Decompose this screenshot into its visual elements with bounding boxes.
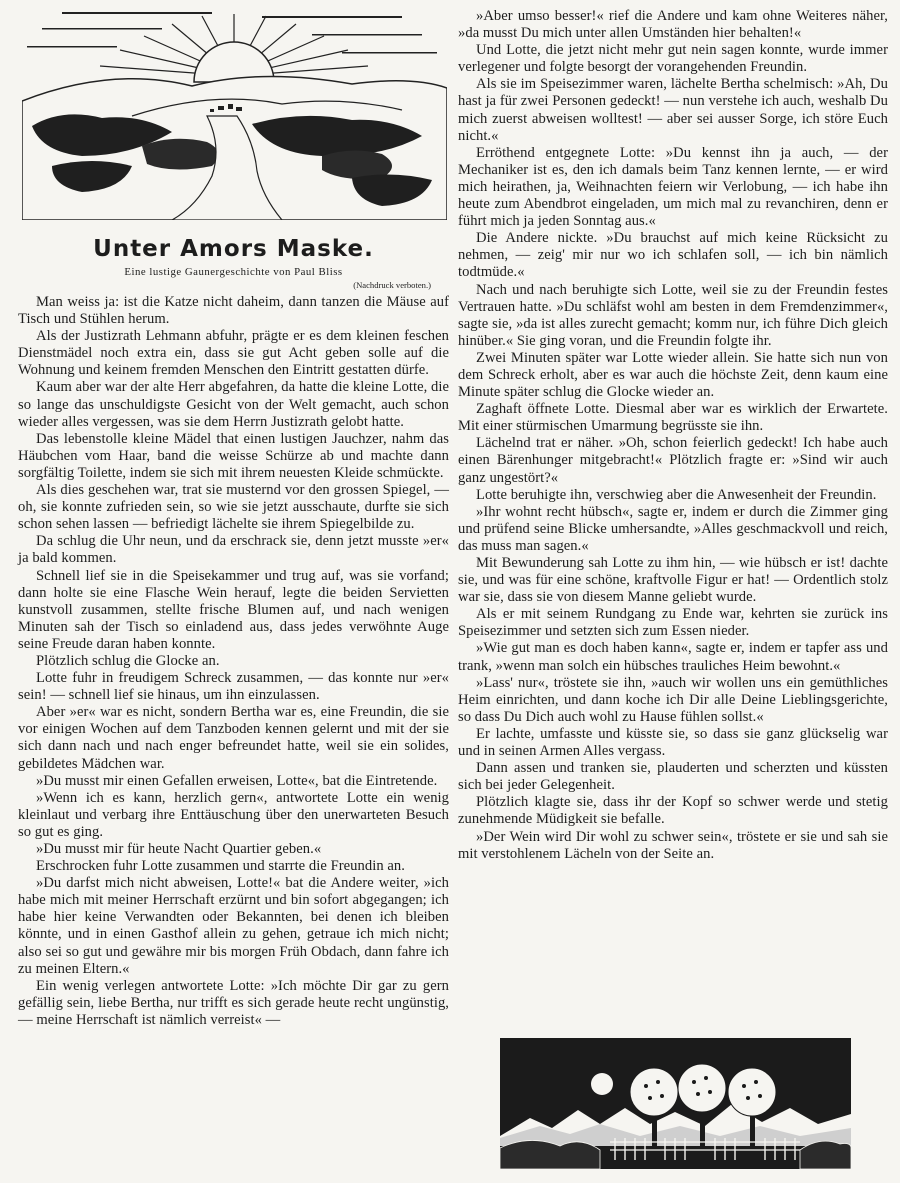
paragraph: Das lebenstolle kleine Mädel that einen lustigen Jauchzer, nahm das Häubchen vom Haar, band die weisse Schürze ab und machte dann sorgfältig Toilette, indem sie sich mit ihrem neuesten Kleide schmückte.	[18, 430, 449, 481]
paragraph: »Der Wein wird Dir wohl zu schwer sein«, tröstete er sie und sah sie mit verstohlenem Lächeln von der Seite an.	[458, 828, 888, 862]
paragraph: Die Andere nickte. »Du brauchst auf mich keine Rücksicht zu nehmen, — zeig' mir nur wo ich schlafen soll, — ich bin nämlich todtmüde.«	[458, 230, 888, 281]
paragraph: Als er mit seinem Rundgang zu Ende war, kehrten sie zurück ins Speisezimmer und setzten sich zum Essen nieder.	[458, 606, 888, 640]
paragraph: Als sie im Speisezimmer waren, lächelte Bertha schelmisch: »Ah, Du hast ja für zwei Personen gedeckt! — nun verstehe ich auch, weshalb Du mich zuerst abweisen wolltest! — aber sei ausser Sorge, ich störe Euch nicht.«	[458, 76, 888, 144]
paragraph: Plötzlich klagte sie, dass ihr der Kopf so schwer werde und stetig zunehmende Müdigkeit sie befalle.	[458, 794, 888, 828]
paragraph: Kaum aber war der alte Herr abgefahren, da hatte die kleine Lotte, die so lange das unschuldigste Gesicht von der Welt gemacht, auch schon wieder alles vergessen, was sie dem Herrn Justizrath gelobt hatte.	[18, 379, 449, 430]
paragraph: Als der Justizrath Lehmann abfuhr, prägte er es dem kleinen feschen Dienstmädel noch extra ein, dass sie gut Acht geben solle auf die Wohnung und keinem fremden Menschen den Eintritt gestatten dürfe.	[18, 328, 449, 379]
paragraph: Erschrocken fuhr Lotte zusammen und starrte die Freundin an.	[36, 858, 405, 875]
paragraph: Plötzlich schlug die Glocke an.	[36, 652, 220, 669]
reprint-note: (Nachdruck verboten.)	[353, 280, 431, 290]
paragraph: Nach und nach beruhigte sich Lotte, weil sie zu der Freundin festes Vertrauen hatte. »Du schläfst wohl am besten in dem Fremdenzimmer«, sagte sie, »da ist alles zurecht gemacht; komm nur, ich führe Dich gleich hinüber.« Sie ging voran, und die Freundin folgte ihr.	[458, 281, 888, 349]
paragraph: Erröthend entgegnete Lotte: »Du kennst ihn ja auch, — der Mechaniker ist es, den ich damals beim Tanz kennen lernte, — er wird mich heirathen, ja, Weihnachten feiern wir Verlobung, — ich habe ihn heute zum Abendbrot eingeladen, um mich mal zu revanchiren, denn er führt mich ja jeden Sonntag aus.«	[458, 144, 888, 230]
paragraph: Schnell lief sie in die Speisekammer und trug auf, was sie vorfand; dann holte sie eine Flasche Wein herauf, legte die beiden Servietten kunstvoll zusammen, stellte frische Blumen auf, und nach wenigen Minuten sah der Tisch so einladend aus, dass jedes verwöhnte Auge seine Freude daran haben konnte.	[18, 567, 449, 652]
paragraph: Als dies geschehen war, trat sie musternd vor den grossen Spiegel, — oh, sie konnte zufrieden sein, so wie sie jetzt ausschaute, durfte sie sich schon sehen lassen — befriedigt lächelte sie ihrem Spiegelbilde zu.	[18, 482, 449, 533]
paragraph: »Ihr wohnt recht hübsch«, sagte er, indem er durch die Zimmer ging und prüfend seine Blicke umhersandte, »Alles geschmackvoll und reich, das muss man sagen.«	[458, 503, 888, 554]
paragraph: Mit Bewunderung sah Lotte zu ihm hin, — wie hübsch er ist! dachte sie, und was für eine schöne, kraftvolle Figur er hat! — Ordentlich stolz war sie, dass sie von diesem Manne geliebt wurde.	[458, 555, 888, 606]
article-title: Unter Amors Maske.	[93, 236, 374, 262]
paragraph: »Du musst mir für heute Nacht Quartier geben.«	[36, 841, 322, 857]
landscape-sunrise-illustration	[22, 6, 447, 220]
paragraph: Man weiss ja: ist die Katze nicht daheim, dann tanzen die Mäuse auf Tisch und Stühlen herum.	[18, 294, 449, 328]
paragraph: »Wie gut man es doch haben kann«, sagte er, indem er tapfer ass und trank, »wenn man solch ein hübsches trauliches Heim bewohnt.«	[458, 640, 888, 674]
paragraph: »Lass' nur«, tröstete sie ihn, »auch wir wollen uns ein gemüthliches Heim einrichten, und dann koche ich Dir alle Deine Lieblingsgerichte, so dass Du Dich auch wohl zu Hause fühlen sollst.«	[458, 674, 888, 725]
paragraph: Aber »er« war es nicht, sondern Bertha war es, eine Freundin, die sie vor einigen Wochen auf dem Tanzboden kennen gelernt und mit der sie sich dann nach und nach enger befreundet hatte, weil sie ein solides, gebildetes Mädchen war.	[18, 704, 449, 772]
paragraph: Zaghaft öffnete Lotte. Diesmal aber war es wirklich der Erwartete. Mit einer stürmischen Umarmung begrüsste sie ihn.	[458, 401, 888, 435]
paragraph: Dann assen und tranken sie, plauderten und scherzten und küssten sich bei jeder Gelegenheit.	[458, 760, 888, 794]
paragraph: Er lachte, umfasste und küsste sie, so dass sie ganz glückselig war und in seinen Armen Alles vergass.	[458, 725, 888, 760]
paragraph: Und Lotte, die jetzt nicht mehr gut nein sagen konnte, wurde immer verlegener und folgte besorgt der vorangehenden Freundin.	[458, 42, 888, 76]
paragraph: Lotte fuhr in freudigem Schreck zusammen, — das konnte nur »er« sein! — schnell lief sie hinaus, um ihn einzulassen.	[18, 670, 449, 704]
paragraph: »Wenn ich es kann, herzlich gern«, antwortete Lotte ein wenig kleinlaut und verbarg ihre Enttäuschung über den unerwarteten Besuch so gut es ging.	[18, 789, 449, 840]
paragraph: »Aber umso besser!« rief die Andere und kam ohne Weiteres näher, »da musst Du mich unter allen Umständen hier behalten!«	[458, 8, 888, 42]
paragraph: Ein wenig verlegen antwortete Lotte: »Ich möchte Dir gar zu gern gefällig sein, liebe Bertha, nur trifft es sich gerade heute recht ungünstig, — meine Herrschaft ist nämlich verreist« —	[18, 977, 449, 1028]
paragraph: »Du darfst mich nicht abweisen, Lotte!« bat die Andere weiter, »ich habe mich mit meiner Herrschaft erzürnt und bin sofort abgegangen; ich habe hier keine Verwandten oder Bekannten, bei denen ich bleiben könnte, und in einen Gasthof allein zu gehen, getraue ich mich nicht; also sei so gut und gewähre mir bis morgen Früh Obdach, dann fahre ich zu meinen Eltern.«	[18, 875, 449, 977]
paragraph: Da schlug die Uhr neun, und da erschrack sie, denn jetzt musste »er« ja bald kommen.	[18, 533, 449, 567]
paragraph: Zwei Minuten später war Lotte wieder allein. Sie hatte sich nun von dem Schreck erholt, aber es war auch die höchste Zeit, denn kaum eine Minute später schlug die Glocke wieder an.	[458, 349, 888, 401]
left-column-text	[18, 294, 449, 1029]
paragraph: »Du musst mir einen Gefallen erweisen, Lotte«, bat die Eintretende.	[36, 772, 438, 789]
paragraph: Lotte beruhigte ihn, verschwieg aber die Anwesenheit der Freundin.	[476, 486, 877, 503]
paragraph: Lächelnd trat er näher. »Oh, schon feierlich gedeckt! Ich habe auch einen Bärenhunger mitgebracht!« Plötzlich fragte er: »Sind wir auch ganz ungestört?«	[458, 435, 888, 486]
right-column-text	[458, 8, 888, 863]
trees-moon-night-vignette	[500, 1038, 851, 1169]
article-subtitle: Eine lustige Gaunergeschichte von Paul Bliss	[124, 266, 343, 278]
